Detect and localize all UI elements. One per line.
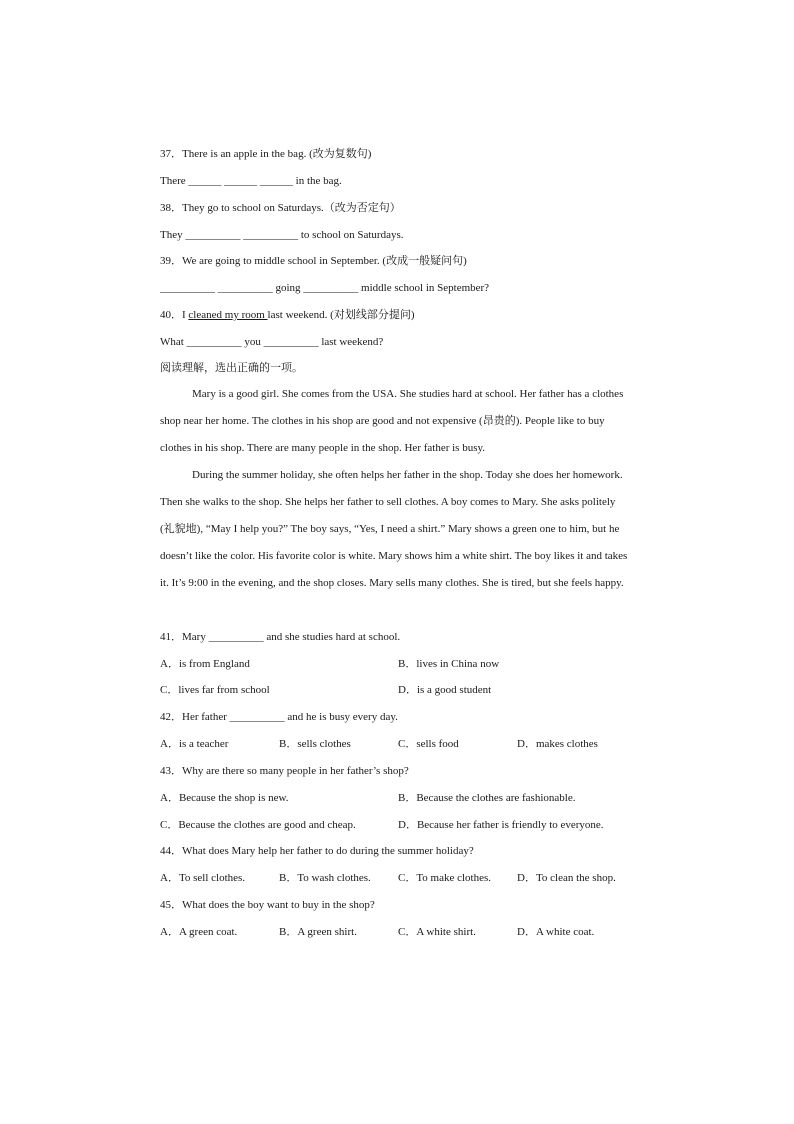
option-b: B．sells clothes <box>279 738 351 750</box>
option-b: B．A green shirt. <box>279 926 357 938</box>
question-stem: 42．Her father __________ and he is busy every day. <box>160 711 398 723</box>
option-a: A．is a teacher <box>160 738 229 750</box>
q40-number: 40．I <box>160 309 189 321</box>
question-stem: 41．Mary __________ and she studies hard at school. <box>160 631 401 643</box>
q40-answer-line: What __________ you __________ last weekend? <box>160 336 384 348</box>
passage-paragraph-1: Mary is a good girl. She comes from the USA. She studies hard at school. Her father has a clothes shop near her home. The clothes in his shop are good and not expensive (昂贵的). People like to buy clothes in his shop. There are many people in the shop. Her father is busy. <box>160 388 624 454</box>
q39-answer-line: __________ __________ going __________ middle school in September? <box>160 282 490 294</box>
q37-prompt: 37．There is an apple in the bag. (改为复数句) <box>160 148 372 160</box>
q40-prompt <box>160 308 415 322</box>
option-a: A．Because the shop is new. <box>160 792 289 804</box>
q40-instruction: last weekend. (对划线部分提问) <box>267 309 415 321</box>
option-a: A．A green coat. <box>160 926 238 938</box>
option-c: C．sells food <box>398 738 459 750</box>
q39-prompt: 39．We are going to middle school in September. (改成一般疑问句) <box>160 255 467 267</box>
option-a: A．To sell clothes. <box>160 872 246 884</box>
question-stem: 44．What does Mary help her father to do during the summer holiday? <box>160 845 474 857</box>
option-d: D．is a good student <box>398 684 492 696</box>
option-d: D．makes clothes <box>517 738 598 750</box>
passage-paragraph-2: During the summer holiday, she often helps her father in the shop. Today she does her homework. Then she walks to the shop. She helps her father to sell clothes. A boy comes to Mary. She asks politely (礼貌地), “May I help you?” The boy says, “Yes, I need a shirt.” Mary shows a green one to him, but he doesn’t like the color. His favorite color is white. Mary shows him a white shirt. The boy likes it and takes it. It’s 9:00 in the evening, and the shop closes. Mary sells many clothes. She is tired, but she feels happy. <box>160 469 628 589</box>
reading-instruction: 阅读理解，选出正确的一项。 <box>160 362 303 374</box>
option-d: D．To clean the shop. <box>517 872 616 884</box>
option-b: B．Because the clothes are fashionable. <box>398 792 576 804</box>
option-b: B．lives in China now <box>398 658 500 670</box>
option-d: D．Because her father is friendly to everyone. <box>398 819 604 831</box>
option-c: C．A white shirt. <box>398 926 476 938</box>
option-c: C．Because the clothes are good and cheap. <box>160 819 356 831</box>
question-stem: 43．Why are there so many people in her father’s shop? <box>160 765 409 777</box>
option-b: B．To wash clothes. <box>279 872 371 884</box>
option-d: D．A white coat. <box>517 926 595 938</box>
option-a: A．is from England <box>160 658 250 670</box>
q38-answer-line: They __________ __________ to school on Saturdays. <box>160 229 404 241</box>
question-stem: 45．What does the boy want to buy in the shop? <box>160 899 375 911</box>
q37-answer-line: There ______ ______ ______ in the bag. <box>160 175 342 187</box>
q40-underlined-phrase: cleaned my room <box>188 309 268 321</box>
option-c: C．To make clothes. <box>398 872 492 884</box>
q38-prompt: 38．They go to school on Saturdays.（改为否定句） <box>160 202 401 214</box>
option-c: C．lives far from school <box>160 684 270 696</box>
